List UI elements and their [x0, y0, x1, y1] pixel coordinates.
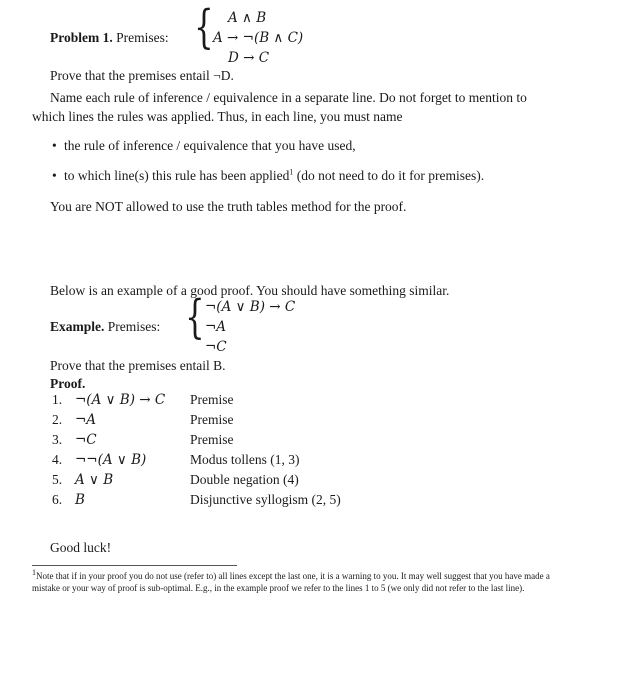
bullet-item-2-text: to which line(s) this rule has been applied: [64, 168, 290, 183]
footnote: [32, 570, 557, 594]
example-premises-word: Premises:: [107, 319, 161, 334]
proof-step-1-rule: Premise: [190, 392, 234, 407]
proof-step-5-num: 5.: [52, 472, 63, 487]
proof-step-2-formula: ¬A: [75, 412, 97, 428]
bullet-item-2-suffix: (do not need to do it for premises).: [293, 168, 485, 183]
proof-step-4-rule: Modus tollens (1, 3): [190, 452, 300, 467]
proof-step-6-rule: Disjunctive syllogism (2, 5): [190, 492, 341, 507]
problem-brace: {: [194, 0, 214, 55]
problem-instructions: Name each rule of inference / equivalence in a separate line. Do not forget to mention to which lines the rules was applied. Thus, in each line, you must name: [32, 90, 527, 124]
proof-step-1-num: 1.: [52, 392, 63, 407]
problem-premise-1: A ∧ B: [228, 10, 267, 26]
footnote-divider: [32, 565, 237, 566]
bullet-item-1-text: the rule of inference / equivalence that you have used,: [64, 138, 356, 153]
proof-step-4-num: 4.: [52, 452, 63, 467]
proof-label: Proof.: [50, 376, 86, 391]
proof-step-6-formula: B: [75, 492, 85, 508]
proof-step-6-num: 6.: [52, 492, 63, 507]
proof-step-2-num: 2.: [52, 412, 63, 427]
example-intro: Below is an example of a good proof. You should have something similar.: [50, 283, 450, 298]
proof-step-2-rule: Premise: [190, 412, 234, 427]
footnote-text: Note that if in your proof you do not use (refer to) all lines except the last one, it is a warning to you. It may well suggest that you have made a mistake or your way of proof is sub-optimal. E.g., in the example proof we refer to the lines 1 to 5 (we only did not refer to the last line).: [32, 571, 550, 593]
example-prove-statement: Prove that the premises entail B.: [50, 358, 226, 373]
closing-text: Good luck!: [50, 540, 112, 555]
problem-label: Problem 1.: [50, 30, 113, 45]
example-brace: {: [185, 290, 205, 345]
proof-step-5-formula: A ∨ B: [75, 472, 114, 488]
proof-step-5-rule: Double negation (4): [190, 472, 299, 487]
example-premise-3: ¬C: [205, 339, 227, 355]
proof-step-1-formula: ¬(A ∨ B) → C: [75, 392, 166, 408]
bullet-dot-icon: •: [52, 168, 57, 183]
example-label: Example.: [50, 319, 105, 334]
proof-step-4-formula: ¬¬(A ∨ B): [75, 452, 147, 468]
problem-premise-2: A → ¬(B ∧ C): [213, 30, 304, 46]
no-truth-tables-note: You are NOT allowed to use the truth tables method for the proof.: [50, 199, 407, 214]
proof-step-3-num: 3.: [52, 432, 63, 447]
example-premise-2: ¬A: [205, 319, 227, 335]
bullet-dot-icon: •: [52, 138, 57, 153]
proof-step-3-formula: ¬C: [75, 432, 97, 448]
problem-premises-word: Premises:: [116, 30, 169, 45]
footnote-ref: 1: [289, 167, 294, 177]
bullet-item-1: [52, 138, 356, 154]
footnote-marker: 1: [32, 568, 36, 577]
problem-prove-statement: Prove that the premises entail ¬D.: [50, 68, 234, 83]
proof-step-3-rule: Premise: [190, 432, 234, 447]
bullet-item-2: [52, 168, 484, 184]
problem-premise-3: D → C: [228, 50, 270, 66]
example-premise-1: ¬(A ∨ B) → C: [205, 299, 296, 315]
